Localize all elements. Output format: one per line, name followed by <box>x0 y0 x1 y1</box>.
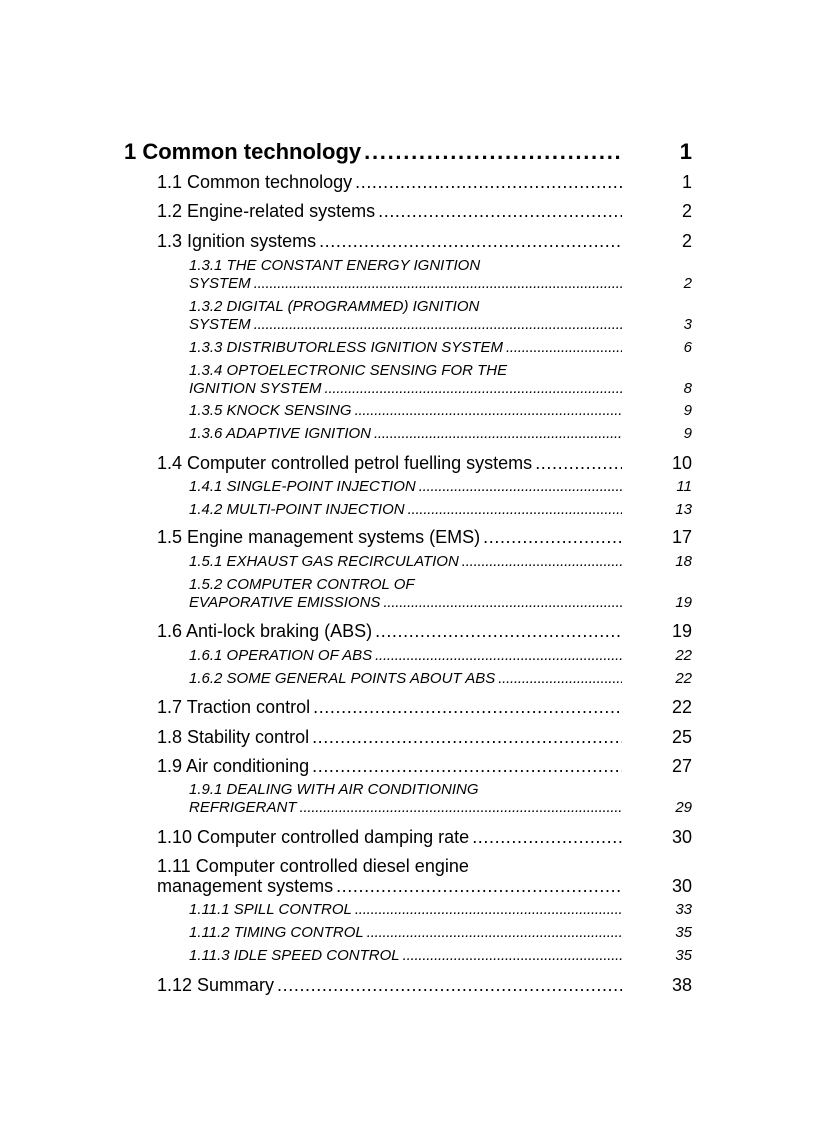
toc-entry-page: 38 <box>671 975 692 995</box>
toc-chapter-label: 1 Common technology <box>124 139 362 164</box>
toc-subentry[interactable] <box>189 799 622 816</box>
toc-subentry-page: 35 <box>675 947 692 964</box>
toc-entry[interactable] <box>157 727 622 748</box>
toc-entry-label-line1[interactable]: 1.11 Computer controlled diesel engine <box>157 856 469 876</box>
toc-subentry-label: 1.4.2 MULTI-POINT INJECTION <box>189 501 405 518</box>
toc-entry-page: 22 <box>671 697 692 717</box>
toc-entry-label: 1.4 Computer controlled petrol fuelling systems <box>157 453 533 473</box>
toc-entry-label: 1.8 Stability control <box>157 727 310 747</box>
toc-subentry[interactable] <box>189 275 622 292</box>
toc-subentry-page: 3 <box>683 316 692 333</box>
toc-subentry-page: 11 <box>676 478 692 495</box>
toc-subentry-label-line1[interactable]: 1.5.2 COMPUTER CONTROL OF <box>189 576 415 593</box>
toc-subentry[interactable] <box>189 947 622 964</box>
toc-subentry-page: 22 <box>675 670 692 687</box>
toc-subentry-label-line1[interactable]: 1.9.1 DEALING WITH AIR CONDITIONING <box>189 781 479 798</box>
toc-subentry-page: 6 <box>683 339 692 356</box>
toc-subentry-label-line2: SYSTEM <box>189 275 251 292</box>
toc-entry-label-line2: management systems <box>157 876 334 896</box>
toc-subentry[interactable] <box>189 501 622 518</box>
toc-entry[interactable] <box>157 975 622 996</box>
toc-subentry-page: 35 <box>675 924 692 941</box>
toc-entry-label: 1.2 Engine-related systems <box>157 201 376 221</box>
toc-entry[interactable] <box>157 231 622 252</box>
toc-subentry-label: 1.6.1 OPERATION OF ABS <box>189 647 373 664</box>
toc-subentry-label-line1[interactable]: 1.3.1 THE CONSTANT ENERGY IGNITION <box>189 257 481 274</box>
toc-subentry-label: 1.5.1 EXHAUST GAS RECIRCULATION <box>189 553 459 570</box>
toc-entry-page: 25 <box>671 727 692 747</box>
toc-entry[interactable] <box>157 621 622 642</box>
toc-entry[interactable] <box>157 827 622 848</box>
toc-subentry[interactable] <box>189 339 622 356</box>
toc-subentry[interactable] <box>189 316 622 333</box>
toc-entry[interactable] <box>157 453 622 474</box>
toc-subentry-label-line1[interactable]: 1.3.4 OPTOELECTRONIC SENSING FOR THE <box>189 362 508 379</box>
toc-chapter-entry[interactable] <box>124 139 622 165</box>
toc-entry-page: 30 <box>671 827 692 847</box>
toc-entry-label: 1.12 Summary <box>157 975 275 995</box>
toc-subentry-label: 1.11.1 SPILL CONTROL <box>189 901 352 918</box>
toc-subentry-label-line2: REFRIGERANT <box>189 799 297 816</box>
toc-subentry[interactable] <box>189 647 622 664</box>
toc-subentry-label: 1.11.2 TIMING CONTROL <box>189 924 364 941</box>
toc-subentry-label: 1.6.2 SOME GENERAL POINTS ABOUT ABS <box>189 670 496 687</box>
toc-subentry-label-line2: IGNITION SYSTEM <box>189 380 322 397</box>
toc-entry-label: 1.10 Computer controlled damping rate <box>157 827 470 847</box>
toc-entry-label: 1.3 Ignition systems <box>157 231 317 251</box>
toc-entry[interactable] <box>157 172 622 193</box>
toc-entry[interactable] <box>157 876 622 897</box>
toc-entry-label: 1.5 Engine management systems (EMS) <box>157 527 481 547</box>
toc-subentry-label: 1.3.6 ADAPTIVE IGNITION <box>189 425 371 442</box>
toc-entry-page: 19 <box>671 621 692 641</box>
toc-entry[interactable] <box>157 527 622 548</box>
toc-subentry[interactable] <box>189 594 622 611</box>
toc-subentry-page: 33 <box>675 901 692 918</box>
toc-entry-label: 1.1 Common technology <box>157 172 353 192</box>
toc-subentry-page: 22 <box>675 647 692 664</box>
toc-subentry-page: 29 <box>675 799 692 816</box>
toc-entry[interactable] <box>157 697 622 718</box>
toc-subentry[interactable] <box>189 402 622 419</box>
toc-subentry-page: 18 <box>675 553 692 570</box>
toc-subentry-page: 2 <box>683 275 692 292</box>
toc-subentry-label: 1.11.3 IDLE SPEED CONTROL <box>189 947 400 964</box>
toc-subentry-label: 1.3.3 DISTRIBUTORLESS IGNITION SYSTEM <box>189 339 503 356</box>
toc-subentry-page: 8 <box>683 380 692 397</box>
toc-subentry-page: 9 <box>683 425 692 442</box>
toc-subentry[interactable] <box>189 901 622 918</box>
toc-entry-label: 1.7 Traction control <box>157 697 311 717</box>
toc-entry-page: 27 <box>671 756 692 776</box>
toc-subentry[interactable] <box>189 425 622 442</box>
toc-subentry-page: 19 <box>675 594 692 611</box>
toc-subentry[interactable] <box>189 478 622 495</box>
toc-subentry-label: 1.3.5 KNOCK SENSING <box>189 402 352 419</box>
toc-subentry-page: 9 <box>683 402 692 419</box>
toc-subentry-label: 1.4.1 SINGLE-POINT INJECTION <box>189 478 416 495</box>
toc-subentry[interactable] <box>189 553 622 570</box>
toc-entry-page: 17 <box>671 527 692 547</box>
toc-entry-page: 30 <box>671 876 692 896</box>
toc-entry[interactable] <box>157 201 622 222</box>
toc-entry[interactable] <box>157 756 622 777</box>
toc-subentry[interactable] <box>189 924 622 941</box>
toc-subentry-page: 13 <box>675 501 692 518</box>
toc-subentry[interactable] <box>189 380 622 397</box>
toc-entry-page: 2 <box>681 201 692 221</box>
toc-chapter-page: 1 <box>679 139 692 164</box>
toc-entry-page: 2 <box>681 231 692 251</box>
toc-entry-page: 1 <box>681 172 692 192</box>
toc-subentry-label-line1[interactable]: 1.3.2 DIGITAL (PROGRAMMED) IGNITION <box>189 298 480 315</box>
toc-subentry[interactable] <box>189 670 622 687</box>
toc-subentry-label-line2: EVAPORATIVE EMISSIONS <box>189 594 381 611</box>
toc-entry-label: 1.6 Anti-lock braking (ABS) <box>157 621 373 641</box>
toc-subentry-label-line2: SYSTEM <box>189 316 251 333</box>
toc-entry-page: 10 <box>671 453 692 473</box>
toc-entry-label: 1.9 Air conditioning <box>157 756 310 776</box>
